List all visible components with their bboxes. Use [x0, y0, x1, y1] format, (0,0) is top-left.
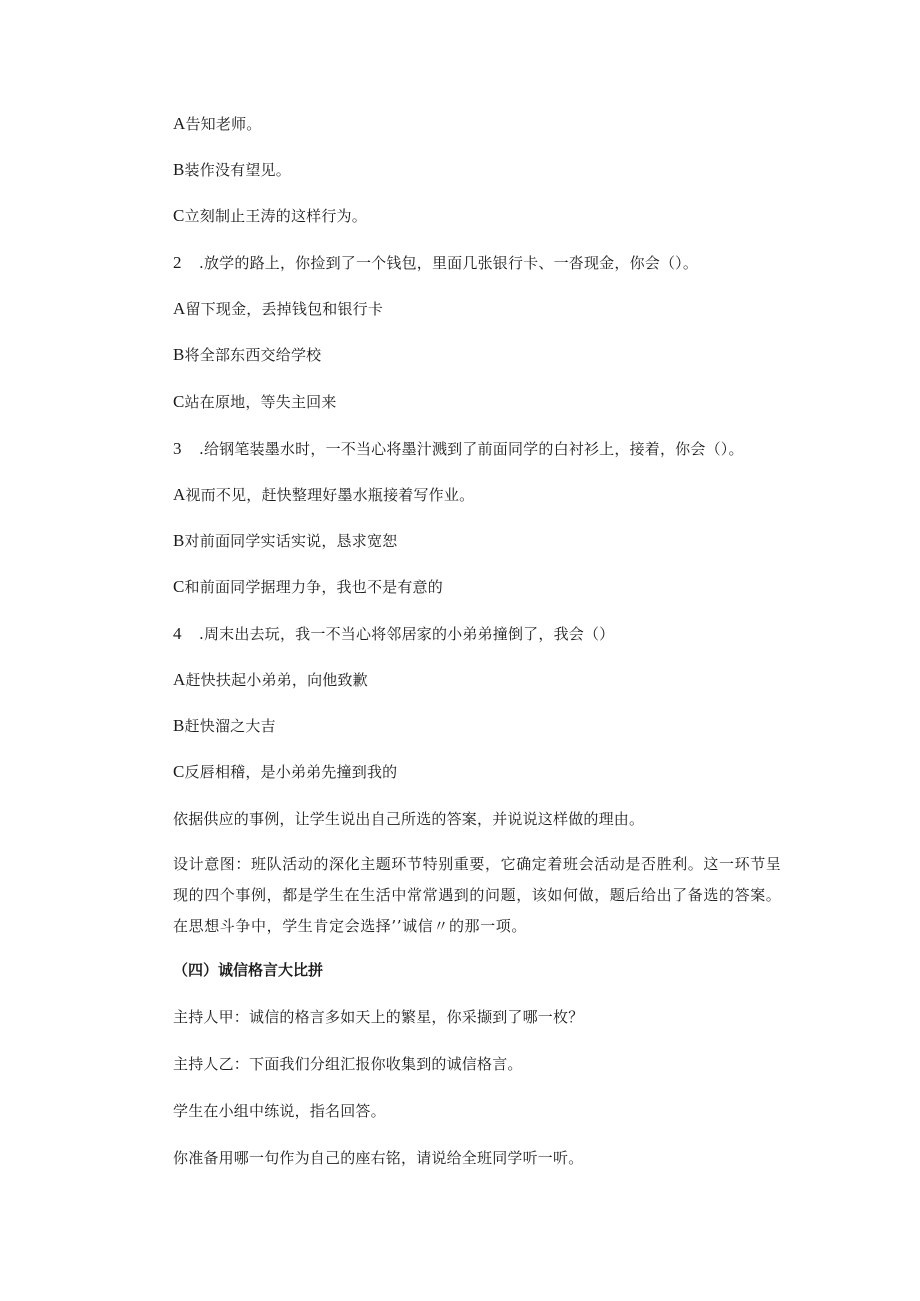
option-text: 留下现金，丢掉钱包和银行卡 [185, 300, 384, 318]
host-b-line: 主持人乙：下面我们分组汇报你收集到的诚信格言。 [173, 1055, 523, 1073]
option-text: 装作没有望见。 [184, 161, 291, 179]
option-text: 站在原地，等失主回来 [184, 393, 337, 411]
option-text: 将全部东西交给学校 [184, 346, 322, 364]
q3-option-a [173, 485, 474, 505]
host-a-line: 主持人甲：诚信的格言多如天上的繁星，你采撷到了哪一枚？ [173, 1008, 584, 1026]
motto-line: 你准备用哪一句作为自己的座右铭，请说给全班同学听一听。 [173, 1149, 584, 1167]
option-letter: A [173, 485, 186, 504]
option-letter: B [173, 345, 185, 364]
q4-option-c [173, 762, 397, 782]
option-letter: C [173, 392, 185, 411]
option-text: 赶快溜之大吉 [184, 717, 276, 735]
option-letter: B [173, 160, 185, 179]
question-number: 3 [173, 439, 182, 458]
option-letter: A [173, 114, 186, 133]
practice-line: 学生在小组中练说，指名回答。 [173, 1102, 386, 1120]
design-intent-paragraph: 设计意图：班队活动的深化主题环节特别重要，它确定着班会活动是否胜利。这一环节呈现的四个事例，都是学生在生活中常常遇到的问题，该如何做，题后给出了备选的答案。在思想斗争中，学生肯定会选择’’诚信〃的那一项。 [173, 855, 782, 935]
question-number: 2 [173, 253, 182, 272]
question-text: .给钢笔装墨水时，一不当心将墨汁溅到了前面同学的白衬衫上，接着，你会（）。 [199, 440, 744, 458]
option-letter: A [173, 299, 186, 318]
option-text: 和前面同学据理力争，我也不是有意的 [184, 578, 443, 596]
question-number: 4 [173, 624, 182, 643]
q1-option-a [173, 114, 262, 134]
option-text: 视而不见，赶快整理好墨水瓶接着写作业。 [185, 486, 475, 504]
option-text: 赶快扶起小弟弟，向他致歉 [185, 671, 368, 689]
option-text: 反唇相稽，是小弟弟先撞到我的 [184, 763, 398, 781]
option-letter: B [173, 531, 185, 550]
instruction-text: 依据供应的事例，让学生说出自己所选的答案，并说说这样做的理由。 [173, 810, 645, 828]
option-letter: B [173, 716, 185, 735]
q2-option-b [173, 345, 321, 365]
q1-option-b [173, 160, 291, 180]
q3-option-b [173, 531, 397, 551]
option-text: 告知老师。 [185, 115, 262, 133]
question-text: .周末出去玩，我一不当心将邻居家的小弟弟撞倒了，我会（） [199, 625, 615, 643]
option-letter: A [173, 670, 186, 689]
section-heading: （四）诚信格言大比拼 [173, 961, 324, 979]
option-letter: C [173, 762, 185, 781]
q3-option-c [173, 577, 443, 597]
question-2 [173, 253, 698, 273]
q4-option-b [173, 716, 276, 736]
question-4 [173, 624, 614, 644]
q1-option-c [173, 206, 367, 226]
q2-option-a [173, 299, 383, 319]
option-text: 对前面同学实话实说，恳求宽恕 [184, 532, 398, 550]
question-text: .放学的路上，你捡到了一个钱包，里面几张银行卡、一沓现金，你会（）。 [199, 254, 699, 272]
option-letter: C [173, 206, 185, 225]
q2-option-c [173, 392, 337, 412]
q4-option-a [173, 670, 368, 690]
option-letter: C [173, 577, 185, 596]
option-text: 立刻制止王涛的这样行为。 [184, 207, 367, 225]
question-3 [173, 439, 744, 459]
